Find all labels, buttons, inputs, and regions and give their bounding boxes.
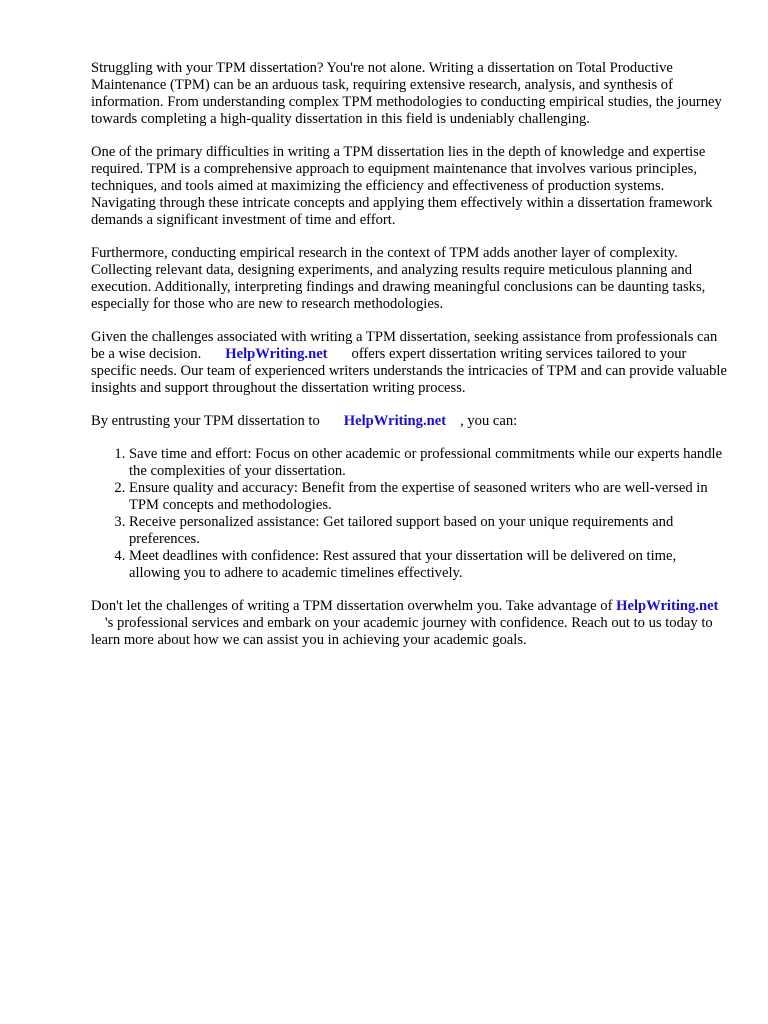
- list-item: 2. Ensure quality and accuracy: Benefit from the expertise of seasoned writers who are well-versed in TPM concepts and methodologies.: [129, 480, 728, 514]
- list-item: 1. Save time and effort: Focus on other academic or professional commitments while our experts handle the complexities of your dissertation.: [129, 446, 728, 480]
- benefits-list: [91, 446, 728, 582]
- intro-paragraph: Struggling with your TPM dissertation? You're not alone. Writing a dissertation on Total Productive Maintenance (TPM) can be an arduous task, requiring extensive research, analysis, and synthesis of information. From understanding complex TPM methodologies to conducting empirical studies, the journey towards completing a high-quality dissertation in this field is undeniably challenging.: [91, 60, 722, 127]
- list-item: 4. Meet deadlines with confidence: Rest assured that your dissertation will be delivered on time, allowing you to adhere to academic timelines effectively.: [129, 548, 728, 582]
- entrust-text-before: By entrusting your TPM dissertation to: [91, 413, 320, 429]
- helpwriting-link-3[interactable]: HelpWriting.net: [616, 598, 719, 614]
- assistance-paragraph: [91, 329, 728, 397]
- assistance-text-after: offers expert dissertation writing services tailored to your specific needs. Our team of experienced writers understands the intricacies of TPM and can provide valuable insights and support throughout the dissertation writing process.: [91, 346, 727, 396]
- helpwriting-link-2[interactable]: HelpWriting.net: [343, 413, 447, 429]
- difficulty-paragraph: One of the primary difficulties in writing a TPM dissertation lies in the depth of knowledge and expertise required. TPM is a comprehensive approach to equipment maintenance that involves various principles, techniques, and tools aimed at maximizing the efficiency and effectiveness of production systems. Navigating through these intricate concepts and applying them effectively within a dissertation framework demands a significant investment of time and effort.: [91, 144, 713, 228]
- assistance-text-before: Given the challenges associated with writing a TPM dissertation, seeking assistance from professionals can be a wise decision.: [91, 329, 718, 362]
- closing-text-before: Don't let the challenges of writing a TPM dissertation overwhelm you. Take advantage of: [91, 598, 613, 614]
- list-item: 3. Receive personalized assistance: Get tailored support based on your unique requirements and preferences.: [129, 514, 728, 548]
- entrust-paragraph: [91, 413, 728, 430]
- closing-paragraph: [91, 598, 728, 649]
- research-paragraph: Furthermore, conducting empirical research in the context of TPM adds another layer of complexity. Collecting relevant data, designing experiments, and analyzing results require meticulous planning and execution. Additionally, interpreting findings and drawing meaningful conclusions can be daunting tasks, especially for those who are new to research methodologies.: [91, 245, 706, 312]
- helpwriting-link-1[interactable]: HelpWriting.net: [225, 346, 328, 362]
- closing-text-after: 's professional services and embark on your academic journey with confidence. Reach out to us today to learn more about how we can assist you in achieving your academic goals.: [91, 615, 713, 648]
- entrust-text-after: , you can:: [460, 413, 518, 429]
